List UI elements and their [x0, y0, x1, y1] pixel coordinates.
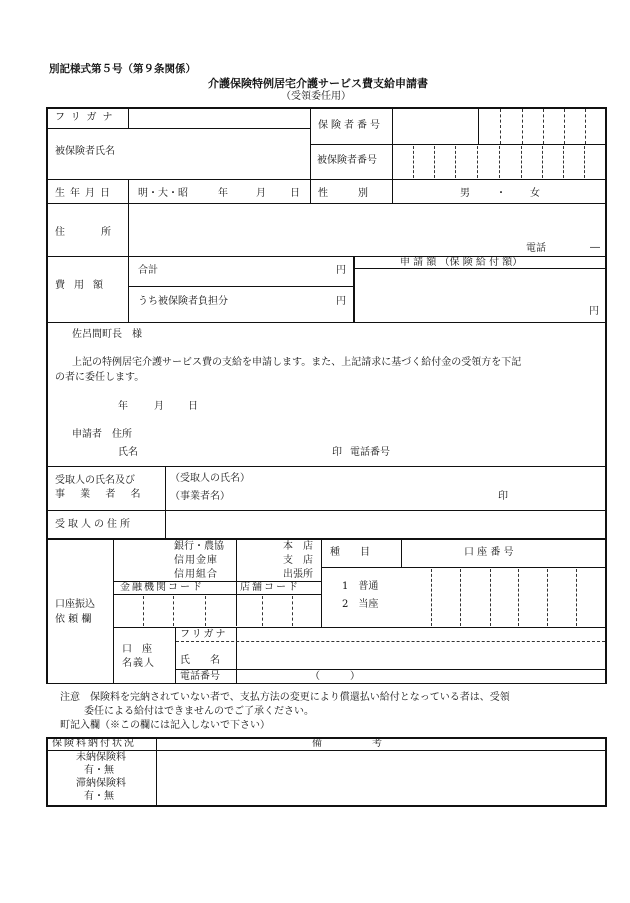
declaration-year-unit: 年 — [118, 401, 128, 412]
office-use-note: 町記入欄（※この欄には記入しないで下さい） — [60, 720, 270, 731]
declaration-line-1: 上記の特例居宅介護サービス費の支給を申請します。また、上記請求に基づく給付金の受領方を下記 — [72, 357, 522, 368]
account-type-ordinary[interactable]: 1 普通 — [342, 581, 379, 592]
applicant-name-label: 氏名 — [118, 447, 138, 458]
holder-label-1: 口 座 — [122, 644, 152, 655]
page-title: 介護保険特例居宅介護サービス費支給申請書 — [208, 77, 428, 90]
applicant-seal: 印 — [332, 447, 342, 458]
era-options[interactable]: 明・大・昭 — [138, 188, 188, 199]
delinquent-premium-value[interactable]: 有・無 — [84, 791, 114, 802]
branch-code-field[interactable] — [238, 596, 320, 626]
request-amount-yen: 円 — [589, 306, 599, 317]
copay-field[interactable] — [240, 288, 330, 320]
branch-type-2: 支 店 — [283, 555, 313, 566]
birth-month-unit: 月 — [256, 188, 266, 199]
payment-status-label: 保険料納付状況 — [52, 738, 136, 749]
cost-total-label: 合計 — [138, 265, 158, 276]
holder-label-2: 名義人 — [122, 658, 155, 669]
cost-total-yen: 円 — [336, 265, 346, 276]
holder-furigana-field[interactable] — [238, 629, 604, 640]
recipient-label-1: 受取人の氏名及び — [55, 475, 135, 486]
recipient-label-2: 事 業 者 名 — [55, 489, 147, 500]
addressee: 佐呂間町長 様 — [72, 329, 142, 340]
declaration-line-2: の者に委任します。 — [55, 372, 145, 383]
bank-transfer-label-1: 口座振込 — [55, 599, 95, 610]
sex-male-option[interactable]: 男 — [460, 188, 470, 199]
request-amount-field[interactable] — [356, 270, 586, 320]
sex-label: 性別 — [318, 188, 398, 199]
form-number: 別記様式第５号（第９条関係） — [49, 63, 196, 75]
insured-number-label: 被保険者番号 — [317, 155, 377, 166]
unpaid-premium-value[interactable]: 有・無 — [84, 765, 114, 776]
recipient-business-field[interactable] — [232, 489, 492, 507]
sex-female-option[interactable]: 女 — [530, 188, 540, 199]
applicant-name-field[interactable] — [146, 444, 326, 460]
branch-type-3: 出張所 — [283, 569, 313, 580]
applicant-phone-label: 電話番号 — [350, 447, 390, 458]
cost-total-field[interactable] — [170, 258, 330, 285]
recipient-name-field[interactable] — [260, 470, 590, 488]
copay-label: うち被保険者負担分 — [138, 296, 228, 307]
address-label: 住所 — [55, 227, 147, 238]
copay-yen: 円 — [336, 296, 346, 307]
holder-name-label: 氏 名 — [180, 655, 220, 666]
page-subtitle: （受領委任用） — [281, 91, 351, 102]
caution-line-1: 注意 保険料を完納されていない者で、支払方法の変更により償還払い給付となっている者は、受領 — [60, 692, 510, 703]
holder-name-field[interactable] — [238, 643, 604, 668]
insurer-number-field[interactable] — [479, 109, 604, 143]
bank-type-3: 信用組合 — [174, 569, 218, 580]
unpaid-premium-label: 未納保険料 — [76, 752, 126, 763]
phone-dash: ― — [590, 242, 600, 253]
bank-type-1: 銀行・農協 — [174, 541, 224, 552]
applicant-address-field[interactable] — [146, 426, 586, 442]
remarks-label: 備 考 — [312, 738, 382, 749]
bank-name-field[interactable] — [115, 541, 171, 579]
branch-name-field[interactable] — [238, 541, 280, 579]
declaration-day-unit: 日 — [188, 401, 198, 412]
account-type-checking[interactable]: 2 当座 — [342, 599, 379, 610]
address-field[interactable] — [130, 205, 604, 241]
recipient-business-hint: （事業者名） — [170, 491, 230, 502]
declaration-month-unit: 月 — [154, 401, 164, 412]
phone-label: 電話 — [526, 243, 546, 254]
recipient-seal: 印 — [498, 491, 508, 502]
applicant-address-label: 申請者 住所 — [72, 429, 132, 440]
bank-code-field[interactable] — [115, 596, 235, 626]
holder-phone-field[interactable] — [238, 671, 604, 682]
account-type-label: 種 目 — [330, 547, 370, 558]
birth-day-unit: 日 — [290, 188, 300, 199]
delinquent-premium-label: 滞納保険料 — [76, 778, 126, 789]
sex-separator: ・ — [496, 188, 506, 199]
recipient-name-hint: （受取人の氏名） — [170, 473, 250, 484]
furigana-label: フリガナ — [55, 112, 119, 123]
insured-name-field[interactable] — [130, 130, 308, 178]
furigana-field[interactable] — [130, 109, 308, 127]
caution-line-2: 委任による給付はできませんのでご了承ください。 — [84, 706, 314, 717]
remarks-field[interactable] — [158, 752, 604, 804]
branch-type-1: 本 店 — [283, 541, 313, 552]
bank-transfer-label-2: 依 頼 欄 — [55, 614, 92, 625]
holder-phone-parens: （ ） — [310, 671, 360, 682]
holder-furigana-label: フリガナ — [180, 629, 228, 640]
recipient-address-field[interactable] — [167, 512, 604, 536]
account-number-label: 口 座 番 号 — [464, 547, 514, 558]
cost-label: 費用額 — [55, 280, 112, 291]
branch-code-label: 店舗コード — [240, 582, 300, 593]
birth-year-unit: 年 — [218, 188, 228, 199]
insurer-number-label: 保険者番号 — [318, 120, 383, 131]
birth-date-label: 生年月日 — [55, 188, 115, 199]
recipient-address-label: 受取人の住所 — [55, 519, 133, 530]
insured-name-label: 被保険者氏名 — [55, 146, 115, 157]
holder-phone-label: 電話番号 — [180, 671, 220, 682]
bank-type-2: 信用金庫 — [174, 555, 218, 566]
account-number-field[interactable] — [402, 569, 604, 626]
request-amount-header: 申 請 額 （保 険 給 付 額） — [400, 257, 523, 268]
bank-code-label: 金融機関コード — [120, 582, 204, 593]
insured-number-field[interactable] — [393, 146, 604, 178]
